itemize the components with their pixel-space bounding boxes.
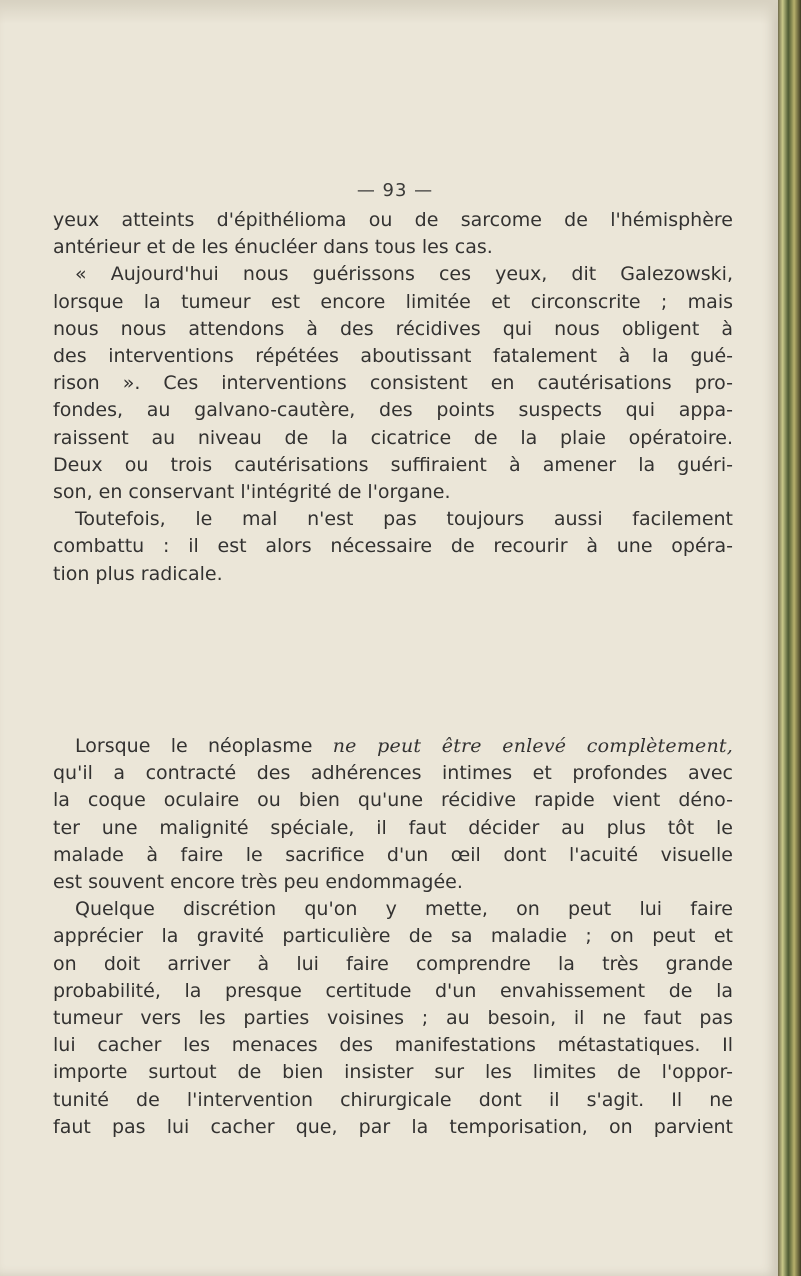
- text-line: son, en conservant l'intégrité de l'organe.: [53, 481, 451, 504]
- text-line: tumeur vers les parties voisines ; au besoin, il ne faut pas: [53, 1007, 733, 1030]
- text-section-1: [53, 207, 733, 588]
- book-binding-edge: [778, 0, 801, 1276]
- text-line: importe surtout de bien insister sur les limites de l'oppor-: [53, 1061, 733, 1084]
- text-line: « Aujourd'hui nous guérissons ces yeux, dit Galezowski,: [75, 263, 733, 286]
- text-line: Toutefois, le mal n'est pas toujours aussi facilement: [75, 508, 733, 531]
- text-line: Deux ou trois cautérisations suffiraient à amener la guéri-: [53, 453, 733, 476]
- text-line: apprécier la gravité particulière de sa maladie ; on peut et: [53, 925, 733, 948]
- text-line: combattu : il est alors nécessaire de recourir à une opéra-: [53, 535, 733, 558]
- page-top-shadow: [0, 0, 778, 24]
- text-line: yeux atteints d'épithélioma ou de sarcome de l'hémisphère: [53, 209, 733, 231]
- text-line: rison ». Ces interventions consistent en cautérisations pro-: [53, 372, 733, 395]
- page-number: — 93 —: [356, 180, 434, 201]
- text-line: lorsque la tumeur est encore limitée et circonscrite ; mais: [53, 290, 733, 313]
- text-section-2: [53, 733, 733, 1141]
- text-line-with-emphasis: [53, 733, 733, 760]
- text-line: malade à faire le sacrifice d'un œil dont l'acuité visuelle: [53, 843, 733, 866]
- text-line: on doit arriver à lui faire comprendre la très grande: [53, 952, 733, 975]
- text-line: tunité de l'intervention chirurgicale dont il s'agit. Il ne: [53, 1088, 733, 1111]
- text-line: nous nous attendons à des récidives qui nous obligent à: [53, 317, 733, 340]
- text-line: antérieur et de les énucléer dans tous les cas.: [53, 236, 493, 259]
- text-line-start: Lorsque le néoplasme: [75, 735, 333, 757]
- text-line: tion plus radicale.: [53, 562, 223, 585]
- text-line: Quelque discrétion qu'on y mette, on peut lui faire: [75, 898, 733, 921]
- text-line: fondes, au galvano-cautère, des points suspects qui appa-: [53, 399, 733, 422]
- text-line: lui cacher les menaces des manifestations métastatiques. Il: [53, 1034, 733, 1057]
- text-line: ter une malignité spéciale, il faut décider au plus tôt le: [53, 816, 733, 839]
- text-line: raissent au niveau de la cicatrice de la plaie opératoire.: [53, 426, 733, 449]
- emphasized-phrase: ne peut être enlevé complètement,: [332, 735, 734, 757]
- text-line: est souvent encore très peu endommagée.: [53, 871, 463, 894]
- text-line: faut pas lui cacher que, par la temporisation, on parvient: [53, 1115, 733, 1138]
- text-line: probabilité, la presque certitude d'un envahissement de la: [53, 979, 733, 1002]
- text-line: la coque oculaire ou bien qu'une récidive rapide vient déno-: [53, 789, 733, 812]
- text-line: des interventions répétées aboutissant fatalement à la gué-: [53, 345, 733, 368]
- text-line: qu'il a contracté des adhérences intimes et profondes avec: [53, 762, 733, 785]
